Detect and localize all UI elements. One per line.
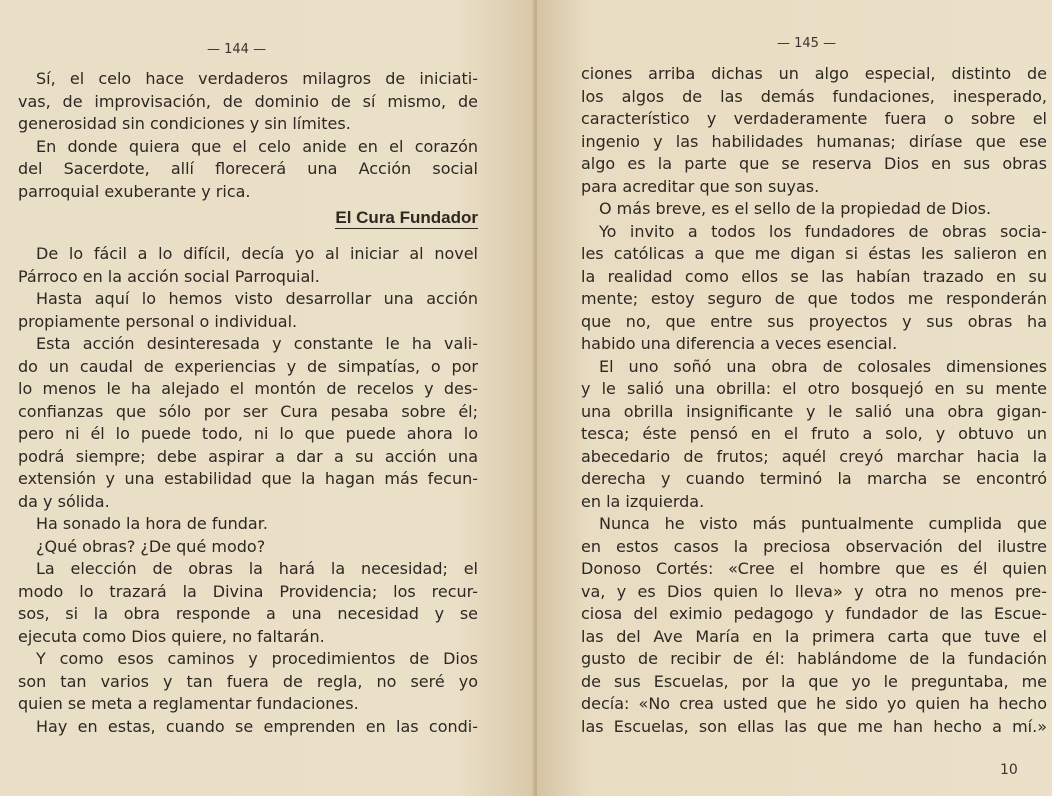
text-line: tesca; éste pensó en el fruto a solo, y obtuvo un (581, 424, 1047, 443)
text-line: la realidad como ellos se las habían trazado en su (581, 266, 1047, 286)
left-page-text (18, 68, 478, 738)
text-line: parroquial exuberante y rica. (18, 181, 251, 201)
section-heading-wrap (18, 203, 478, 235)
text-line: vas, de improvisación, de dominio de sí mismo, de (18, 91, 478, 111)
text-line: las Escuelas, son ellas las que me han hecho a mí.» (581, 716, 1047, 736)
text-line: Sí, el celo hace verdaderos milagros de iniciati- (36, 69, 478, 88)
text-line: Párroco en la acción social Parroquial. (18, 266, 320, 286)
text-line: para acreditar que son suyas. (581, 176, 820, 196)
text-line: las del Ave María en la primera carta que tuve el (581, 626, 1047, 646)
text-line: da y sólida. (18, 491, 110, 511)
right-paragraphs (581, 63, 1047, 738)
text-line: El uno soñó una obra de colosales dimensiones (599, 356, 1047, 376)
text-line: do un caudal de experiencias y de simpatías, o por (18, 356, 478, 376)
section-heading: El Cura Fundador (335, 208, 478, 227)
text-line: Hay en estas, cuando se emprenden en las condi- (36, 716, 478, 736)
text-line: los algos de las demás fundaciones, inesperado, (581, 86, 1047, 106)
text-line: decía: «No crea usted que he sido yo quien ha hecho (581, 694, 1047, 713)
text-line: La elección de obras la hará la necesidad; el (36, 559, 478, 578)
text-line: confianzas que sólo por ser Cura pesaba sobre él; (18, 401, 478, 421)
text-line: quien se meta a reglamentar fundaciones. (18, 694, 359, 713)
text-line: ¿Qué obras? ¿De qué modo? (36, 536, 266, 556)
text-line: de sus Escuelas, por la que yo le preguntaba, me (581, 671, 1047, 691)
text-line: generosidad sin condiciones y sin límites. (18, 114, 351, 133)
text-line: habido una diferencia a veces esencial. (581, 334, 898, 353)
text-line: ciones arriba dichas un algo especial, distinto de (581, 64, 1047, 83)
text-line: son tan varios y tan fuera de regla, no seré yo (18, 671, 478, 691)
text-line: O más breve, es el sello de la propiedad de Dios. (599, 199, 992, 218)
text-line: De lo fácil a lo difícil, decía yo al iniciar al novel (36, 244, 478, 263)
text-line: pero ni él lo puede todo, ni lo que puede ahora lo (18, 424, 478, 443)
right-page (537, 0, 1052, 796)
text-line: sos, si la obra responde a una necesidad y se (18, 604, 478, 623)
text-line: modo lo trazará la Divina Providencia; los recur- (18, 581, 478, 601)
text-line: podrá siempre; debe aspirar a dar a su acción una (18, 446, 478, 466)
text-line: en la izquierda. (581, 491, 705, 511)
text-line: Yo invito a todos los fundadores de obras socia- (599, 221, 1047, 241)
text-line: mente; estoy seguro de que todos me responderán (581, 289, 1047, 308)
text-line: ciosa del eximio pedagogo y fundador de las Escue- (581, 604, 1047, 623)
text-line: abecedario de frutos; aquél creyó marchar hacia la (581, 446, 1047, 466)
text-line: extensión y una estabilidad que la hagan más fecun- (18, 469, 478, 488)
text-line: característico y verdaderamente fuera o sobre el (581, 109, 1047, 128)
left-paragraphs-after (18, 243, 478, 738)
text-line: En donde quiera que el celo anide en el corazón (36, 136, 478, 156)
text-line: en estos casos la preciosa observación del ilustre (581, 536, 1047, 556)
text-line: Nunca he visto más puntualmente cumplida que (599, 514, 1047, 533)
text-line: propiamente personal o individual. (18, 311, 298, 331)
right-page-text (581, 63, 1047, 738)
left-page-number: — 144 — (207, 42, 267, 57)
signature-mark: 10 (1000, 762, 1018, 778)
text-line: les católicas a que me digan si éstas les salieron en (581, 244, 1047, 263)
text-line: algo es la parte que se reserva Dios en sus obras (581, 154, 1047, 173)
left-paragraphs-before (18, 68, 478, 203)
text-line: del Sacerdote, allí florecerá una Acción social (18, 159, 478, 178)
text-line: que no, que entre sus proyectos y sus obras ha (581, 311, 1047, 331)
text-line: Y como esos caminos y procedimientos de Dios (36, 649, 478, 668)
text-line: gusto de recibir de él: hablándome de la fundación (581, 649, 1047, 668)
text-line: ejecuta como Dios quiere, no faltarán. (18, 626, 325, 646)
right-page-number: — 145 — (777, 36, 837, 51)
text-line: una obrilla insignificante y le salió una obra gigan- (581, 401, 1047, 421)
text-line: Esta acción desinteresada y constante le ha vali- (36, 334, 478, 353)
text-line: Ha sonado la hora de fundar. (36, 514, 268, 533)
text-line: y le salió una obrilla: el otro bosquejó en su mente (581, 379, 1047, 398)
text-line: va, y es Dios quien lo lleva» y otra no menos pre- (581, 581, 1047, 601)
text-line: Hasta aquí lo hemos visto desarrollar una acción (36, 289, 478, 308)
text-line: ingenio y las habilidades humanas; diríase que ese (581, 131, 1047, 151)
text-line: derecha y cuando terminó la marcha se encontró (581, 469, 1047, 488)
text-line: lo menos le ha alejado el montón de recelos y des- (18, 379, 478, 398)
text-line: Donoso Cortés: «Cree el hombre que es él quien (581, 559, 1047, 578)
